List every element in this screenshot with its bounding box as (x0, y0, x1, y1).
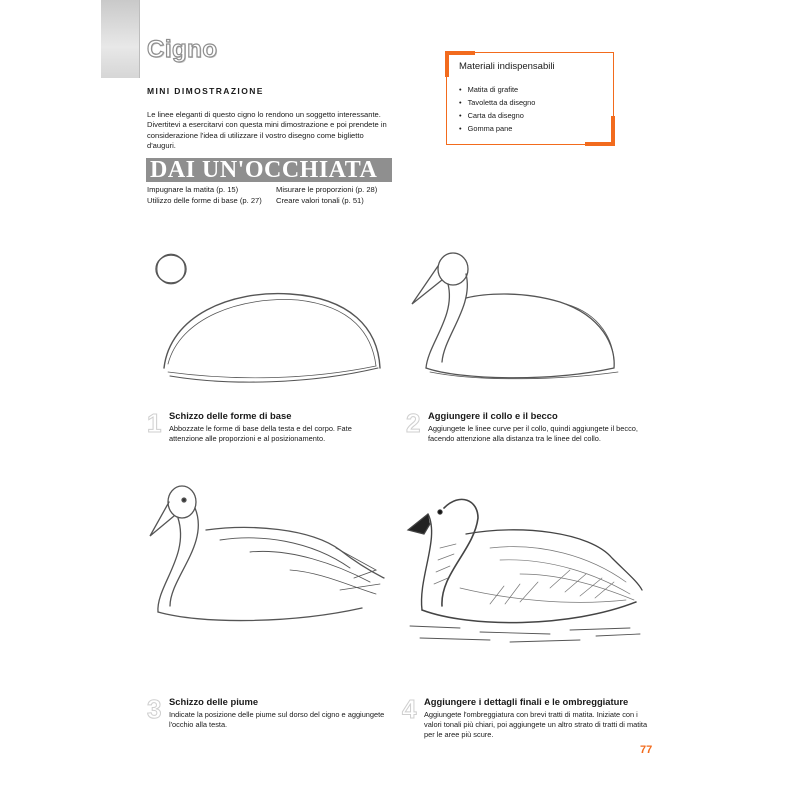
materials-list (459, 83, 535, 135)
materials-item: • Tavoletta da disegno (459, 96, 535, 109)
page-title: Cigno (147, 36, 218, 63)
step-number: 4 (402, 694, 417, 724)
materials-box (446, 52, 614, 145)
step-title: Aggiungere il collo e il becco (428, 410, 558, 421)
look-banner (146, 158, 392, 182)
step-title: Schizzo delle piume (169, 696, 259, 707)
step-1 (147, 410, 387, 460)
swan-drawing-step-4 (400, 478, 650, 658)
step-3 (147, 696, 387, 746)
step-2 (406, 410, 652, 460)
materials-corner-bottom-right (585, 116, 615, 146)
look-ref: Creare valori tonali (p. 51) (276, 195, 364, 205)
intro-paragraph: Le linee eleganti di questo cigno lo rendono un soggetto interessante. Divertitevi a esercitarvi con questa mini dimostrazione e poi prendete in considerazione l'idea di utilizzare il vostro disegno come biglietto d'auguri. (147, 110, 387, 151)
step-text: Aggiungete le linee curve per il collo, quindi aggiungete il becco, facendo attenzione alla distanza tra le linee del collo. (428, 424, 638, 443)
step-text: Aggiungete l'ombreggiatura con brevi tratti di matita. Iniziate con i valori tonali più chiari, poi aggiungete un altro strato di tratti di matita per le aree più scure. (424, 710, 648, 739)
step-4 (402, 696, 650, 746)
chapter-tab (101, 0, 140, 78)
step-title: Aggiungere i dettagli finali e le ombreggiature (424, 696, 629, 707)
page-number: 77 (640, 744, 653, 756)
look-refs-left (147, 185, 265, 206)
step-number: 1 (147, 408, 162, 438)
step-title: Schizzo delle forme di base (169, 410, 292, 421)
swan-drawing-step-1 (140, 236, 390, 406)
step-text: Abbozzate le forme di base della testa e del corpo. Fate attenzione alle proporzioni e al posizionamento. (169, 424, 352, 443)
look-refs-right (276, 185, 406, 206)
step-text: Indicate la posizione delle piume sul dorso del cigno e aggiungete l'occhio alla testa. (169, 710, 385, 729)
look-banner-text: DAI UN'OCCHIATA (150, 157, 378, 183)
swan-drawing-step-3 (140, 478, 390, 648)
step-number: 3 (147, 694, 162, 724)
materials-item: • Gomma pane (459, 122, 535, 135)
materials-item: • Carta da disegno (459, 109, 535, 122)
step-number: 2 (406, 408, 421, 438)
look-ref: Impugnare la matita (p. 15) (147, 185, 239, 194)
materials-item: • Matita di grafite (459, 83, 535, 96)
section-subtitle: MINI DIMOSTRAZIONE (147, 86, 264, 96)
look-ref: Utilizzo delle forme di base (p. 27) (147, 195, 262, 205)
look-ref: Misurare le proporzioni (p. 28) (276, 185, 378, 194)
swan-drawing-step-2 (400, 236, 650, 406)
materials-title: Materiali indispensabili (459, 61, 555, 72)
